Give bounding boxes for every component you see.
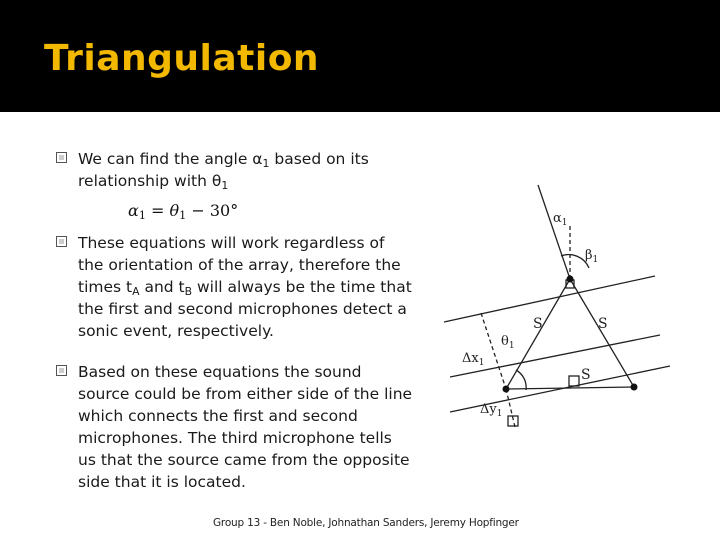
eq-lhs-sub: 1 [138, 209, 146, 222]
alpha-label: $\alpha_1$ [553, 211, 568, 228]
eq-equals: = [145, 201, 170, 220]
dx-dashed [481, 313, 506, 389]
mic-point-left [503, 386, 510, 393]
bullet-2-sub-b: B [184, 285, 193, 298]
triangle-left [506, 279, 570, 389]
dy-label: $\Delta y_1$ [480, 402, 503, 419]
theta-arc [516, 370, 526, 390]
bullet-1-sub-b: 1 [221, 179, 229, 192]
mic-point-top [567, 276, 574, 283]
bullet-2-text-b: and t [139, 278, 185, 296]
bullet-1-text-b: based on its relationship with θ [78, 150, 369, 190]
dx-label: $\Delta x_1$ [462, 351, 485, 368]
beta-label: $\beta_1$ [585, 248, 599, 265]
slide-title: Triangulation [44, 38, 320, 79]
bullet-1-text-a: We can find the angle α [78, 150, 263, 168]
s-label-base: S [581, 367, 591, 383]
bullet-3-text: Based on these equations the sound source could be from either side of the line which connects the first and second microphones. The third microphone tells us that the source came from the opposite side that it is located. [78, 363, 413, 491]
eq-rest: − 30° [186, 201, 239, 220]
footer-credits: Group 13 - Ben Noble, Johnathan Sanders, Jeremy Hopfinger [213, 517, 519, 529]
eq-rhs: θ [169, 201, 180, 220]
theta-label: $\theta_1$ [501, 334, 515, 351]
bullet-2-sub-a: A [132, 285, 140, 298]
line-mid [450, 335, 660, 377]
bullet-1-sub-a: 1 [262, 157, 270, 170]
triangle-right [570, 279, 634, 387]
bullet-2-text-c: will always be the time that the first and second microphones detect a sonic event, respectively. [78, 278, 412, 340]
s-label-left: S [533, 316, 543, 332]
bullet-2-text-a: These equations will work regardless of the orientation of the array, therefore the times t [78, 234, 401, 296]
eq-lhs: α [128, 201, 139, 220]
right-angle-box-mid [569, 376, 579, 386]
eq-rhs-sub: 1 [179, 209, 187, 222]
s-label-right: S [598, 316, 608, 332]
incoming-ray [538, 185, 570, 279]
mic-point-right [631, 384, 638, 391]
